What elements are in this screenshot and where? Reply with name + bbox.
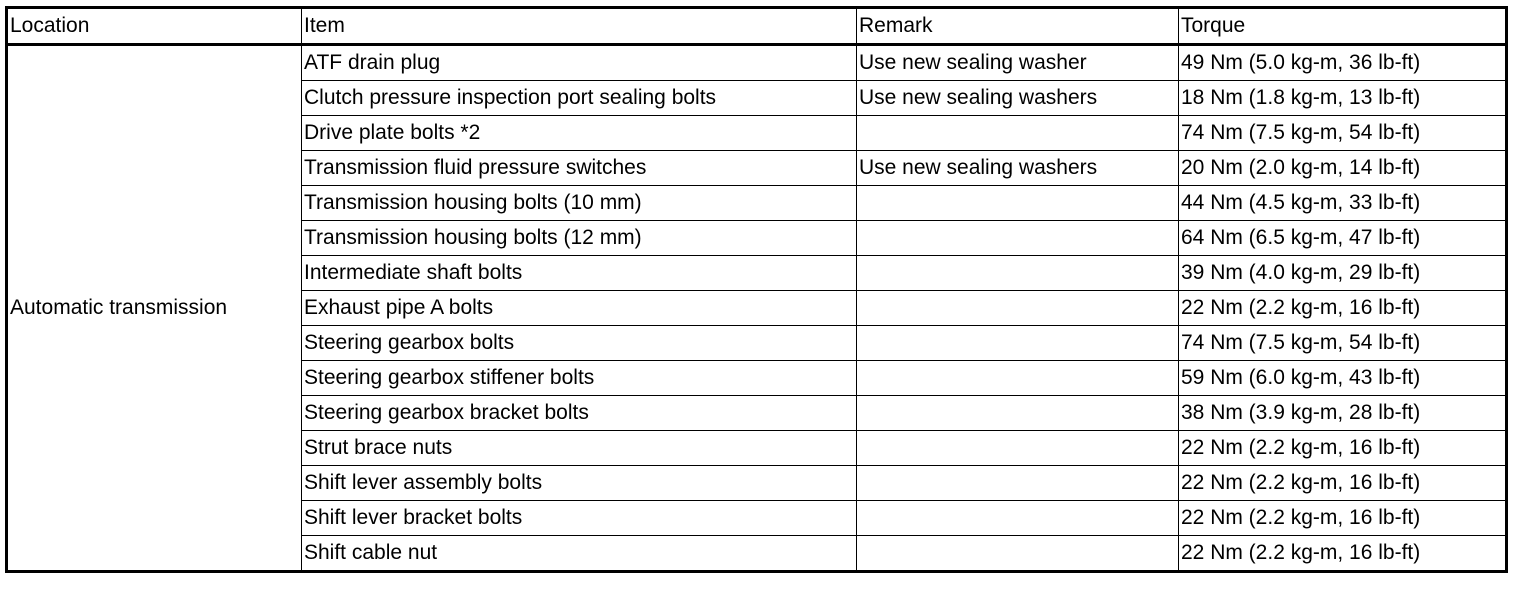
torque-cell: 44 Nm (4.5 kg-m, 33 lb-ft) xyxy=(1179,186,1507,221)
remark-cell xyxy=(857,396,1179,431)
item-cell: Transmission housing bolts (10 mm) xyxy=(302,186,857,221)
item-cell: ATF drain plug xyxy=(302,45,857,81)
torque-cell: 22 Nm (2.2 kg-m, 16 lb-ft) xyxy=(1179,291,1507,326)
remark-cell: Use new sealing washer xyxy=(857,45,1179,81)
torque-cell: 49 Nm (5.0 kg-m, 36 lb-ft) xyxy=(1179,45,1507,81)
torque-cell: 59 Nm (6.0 kg-m, 43 lb-ft) xyxy=(1179,361,1507,396)
item-cell: Steering gearbox stiffener bolts xyxy=(302,361,857,396)
location-cell: Automatic transmission xyxy=(7,45,302,572)
item-cell: Exhaust pipe A bolts xyxy=(302,291,857,326)
item-cell: Steering gearbox bolts xyxy=(302,326,857,361)
torque-cell: 22 Nm (2.2 kg-m, 16 lb-ft) xyxy=(1179,431,1507,466)
remark-cell xyxy=(857,361,1179,396)
remark-cell xyxy=(857,466,1179,501)
table-body xyxy=(7,45,1507,572)
table-row xyxy=(7,45,1507,81)
item-cell: Steering gearbox bracket bolts xyxy=(302,396,857,431)
item-cell: Intermediate shaft bolts xyxy=(302,256,857,291)
item-cell: Shift lever assembly bolts xyxy=(302,466,857,501)
header-remark: Remark xyxy=(857,8,1179,45)
torque-cell: 22 Nm (2.2 kg-m, 16 lb-ft) xyxy=(1179,466,1507,501)
remark-cell xyxy=(857,536,1179,572)
item-cell: Clutch pressure inspection port sealing bolts xyxy=(302,81,857,116)
remark-cell xyxy=(857,431,1179,466)
remark-cell: Use new sealing washers xyxy=(857,81,1179,116)
header-item: Item xyxy=(302,8,857,45)
header-row xyxy=(7,8,1507,45)
torque-cell: 22 Nm (2.2 kg-m, 16 lb-ft) xyxy=(1179,501,1507,536)
torque-cell: 22 Nm (2.2 kg-m, 16 lb-ft) xyxy=(1179,536,1507,572)
remark-cell xyxy=(857,116,1179,151)
torque-cell: 74 Nm (7.5 kg-m, 54 lb-ft) xyxy=(1179,116,1507,151)
torque-cell: 20 Nm (2.0 kg-m, 14 lb-ft) xyxy=(1179,151,1507,186)
remark-cell: Use new sealing washers xyxy=(857,151,1179,186)
item-cell: Shift cable nut xyxy=(302,536,857,572)
remark-cell xyxy=(857,291,1179,326)
remark-cell xyxy=(857,186,1179,221)
item-cell: Transmission housing bolts (12 mm) xyxy=(302,221,857,256)
torque-cell: 38 Nm (3.9 kg-m, 28 lb-ft) xyxy=(1179,396,1507,431)
torque-cell: 39 Nm (4.0 kg-m, 29 lb-ft) xyxy=(1179,256,1507,291)
remark-cell xyxy=(857,221,1179,256)
item-cell: Drive plate bolts *2 xyxy=(302,116,857,151)
torque-cell: 18 Nm (1.8 kg-m, 13 lb-ft) xyxy=(1179,81,1507,116)
remark-cell xyxy=(857,326,1179,361)
torque-cell: 64 Nm (6.5 kg-m, 47 lb-ft) xyxy=(1179,221,1507,256)
remark-cell xyxy=(857,501,1179,536)
header-torque: Torque xyxy=(1179,8,1507,45)
item-cell: Strut brace nuts xyxy=(302,431,857,466)
remark-cell xyxy=(857,256,1179,291)
item-cell: Transmission fluid pressure switches xyxy=(302,151,857,186)
torque-table xyxy=(5,6,1508,573)
item-cell: Shift lever bracket bolts xyxy=(302,501,857,536)
header-location: Location xyxy=(7,8,302,45)
torque-cell: 74 Nm (7.5 kg-m, 54 lb-ft) xyxy=(1179,326,1507,361)
